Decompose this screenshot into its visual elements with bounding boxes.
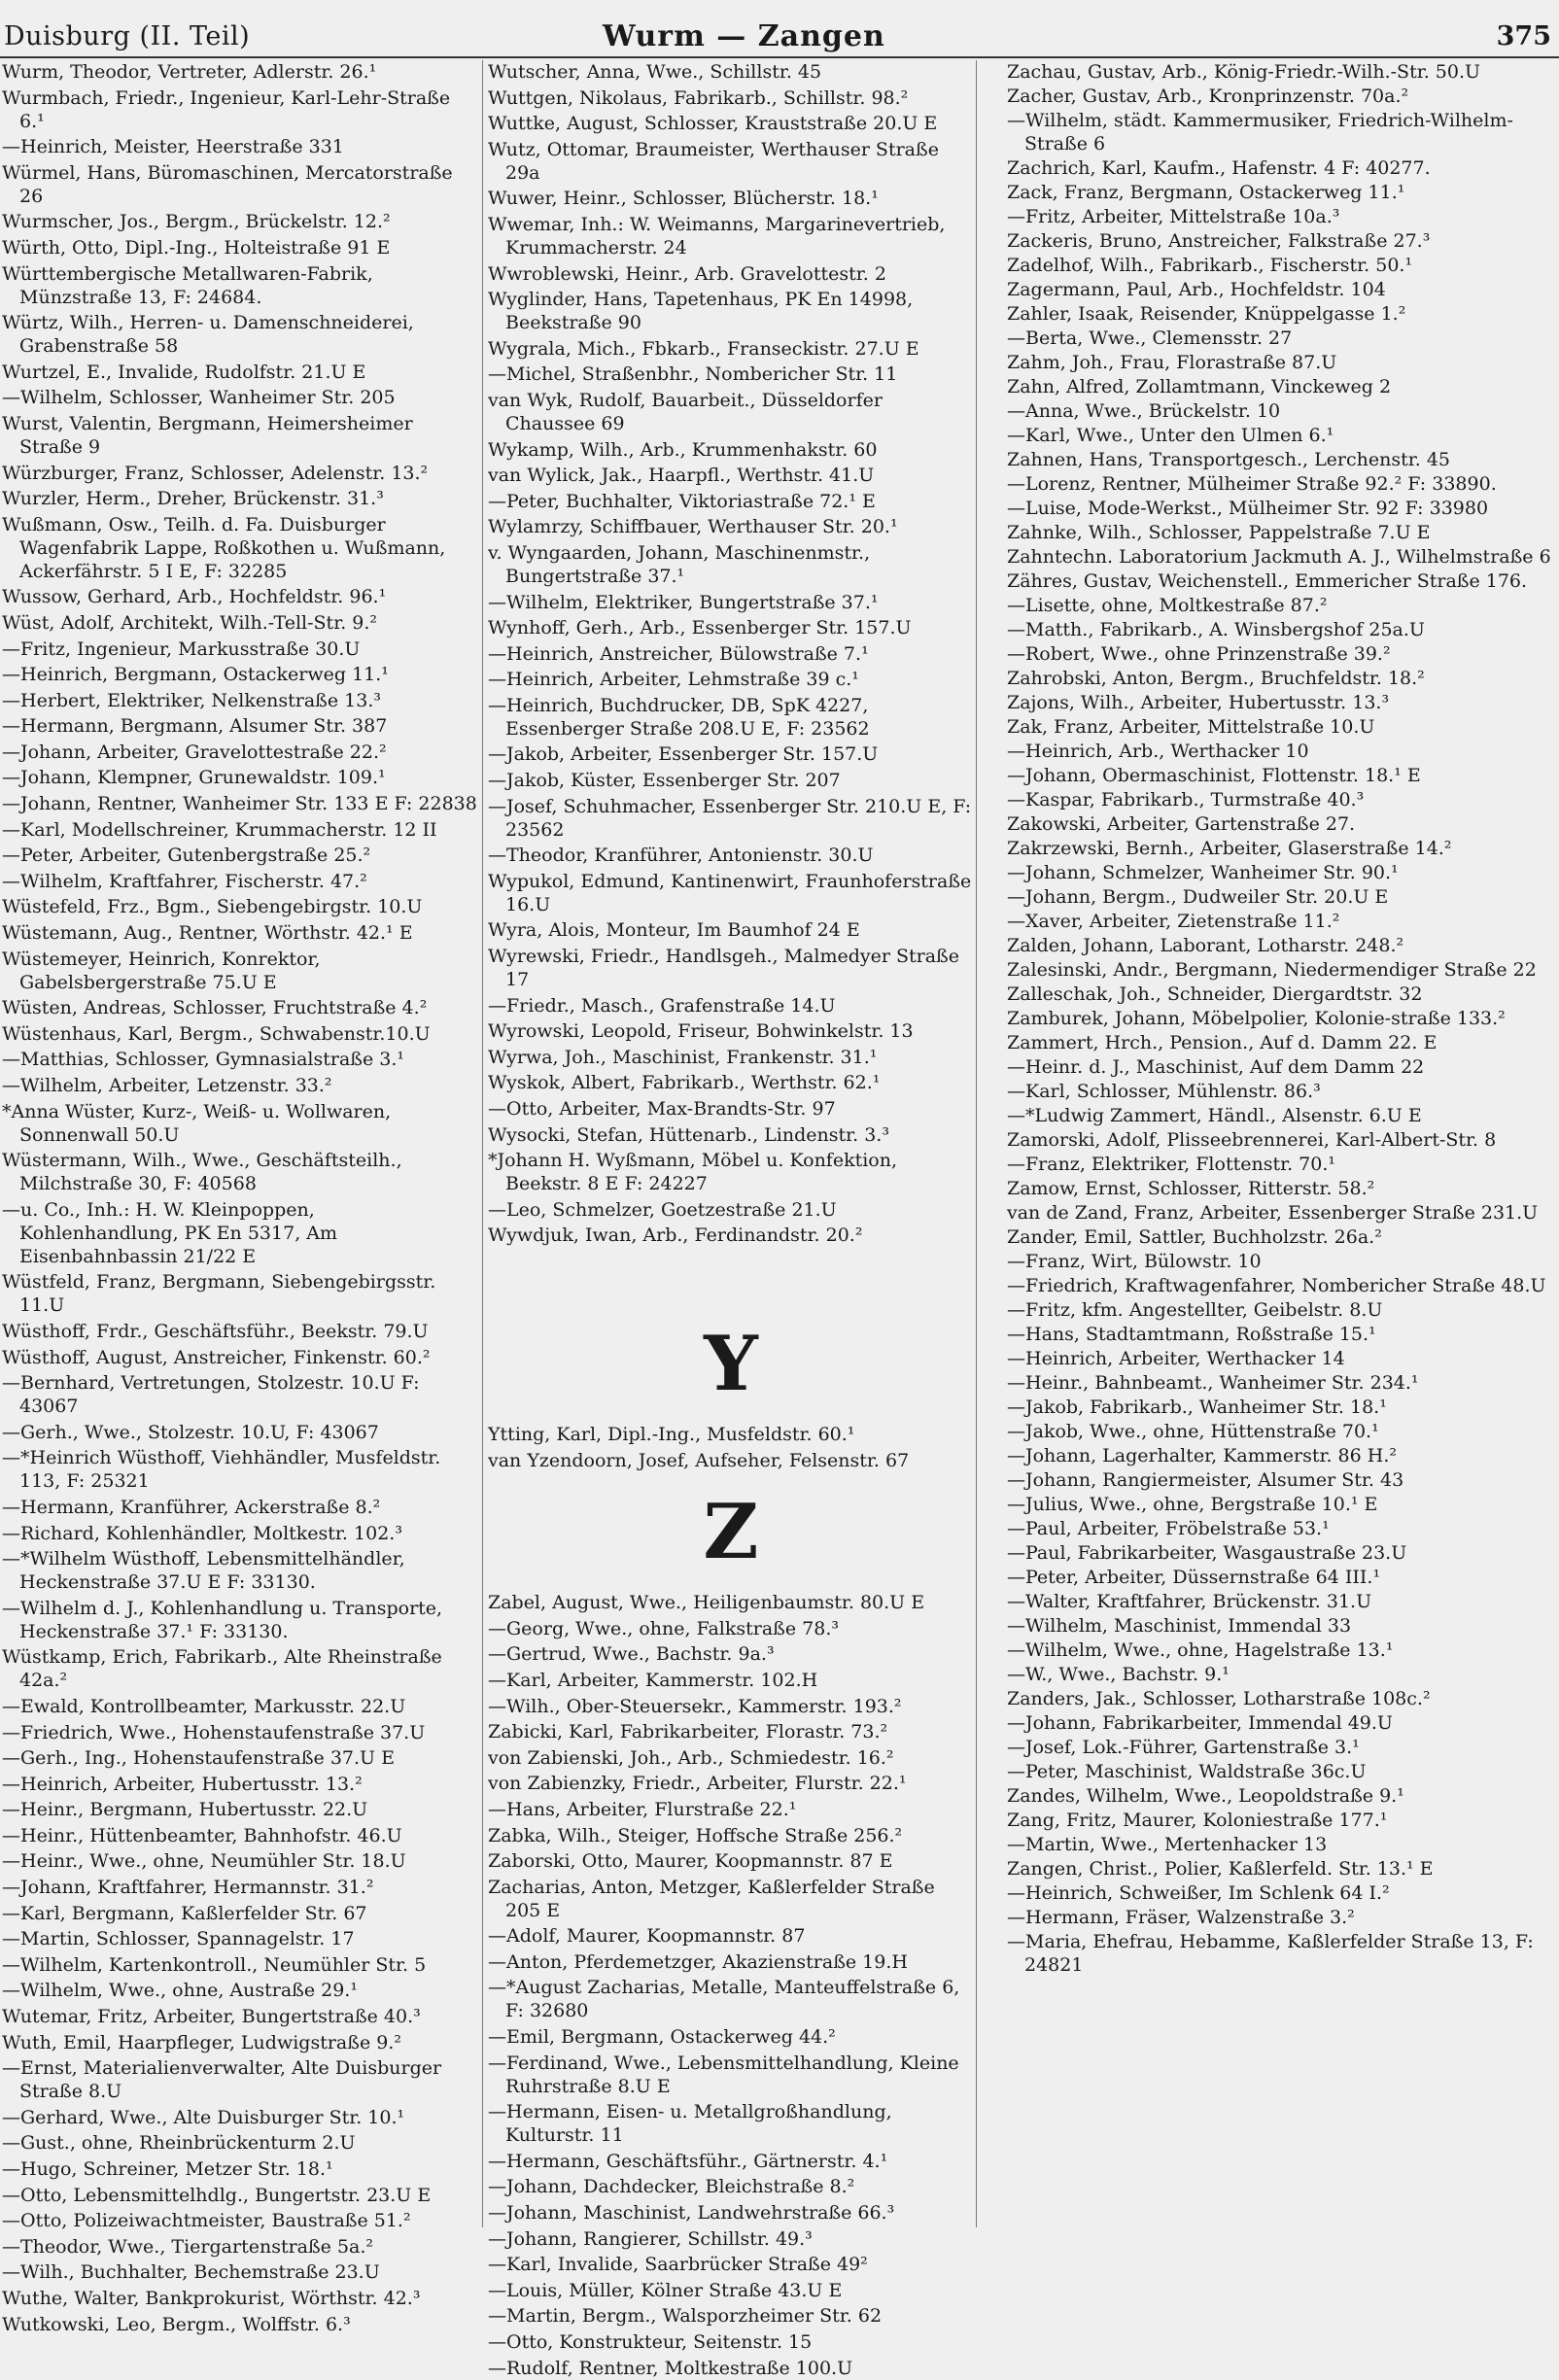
directory-entry: —Karl, Wwe., Unter den Ulmen 6.¹ [1007, 425, 1334, 446]
directory-entry: —Heinrich, Arbeiter, Hubertusstr. 13.² [2, 1773, 363, 1795]
directory-entry: —Otto, Konstrukteur, Seitenstr. 15 [488, 2331, 813, 2353]
directory-entry: —Gertrud, Wwe., Bachstr. 9a.³ [488, 1643, 775, 1666]
directory-entry: —*Heinrich Wüsthoff, Viehhändler, Musfeldstr. 113, F: 25321 [2, 1447, 441, 1493]
section-letter-y: Y [704, 1319, 758, 1408]
directory-entry: —Jakob, Arbeiter, Essenberger Str. 157.U [488, 743, 879, 766]
directory-entry: Wyrwa, Joh., Maschinist, Frankenstr. 31.¹ [488, 1046, 878, 1068]
directory-entry: —Martin, Schlosser, Spannagelstr. 17 [2, 1928, 355, 1950]
directory-entry: —Johann, Fabrikarbeiter, Immendal 49.U [1007, 1712, 1393, 1734]
directory-entry: Zahm, Joh., Frau, Florastraße 87.U [1007, 352, 1337, 373]
directory-entry: —Lisette, ohne, Moltkestraße 87.² [1007, 595, 1328, 616]
directory-entry: —Hermann, Fräser, Walzenstraße 3.² [1007, 1907, 1355, 1928]
directory-entry: —Friedr., Masch., Grafenstraße 14.U [488, 994, 836, 1017]
directory-entry: —Heinr., Hüttenbeamter, Bahnhofstr. 46.U [2, 1824, 402, 1846]
directory-entry: —Jakob, Küster, Essenberger Str. 207 [488, 770, 841, 792]
directory-entry: —Wilh., Ober-Steuersekr., Kammerstr. 193.² [488, 1695, 902, 1717]
directory-entry: —Heinr. d. J., Maschinist, Auf dem Damm 22 [1007, 1056, 1425, 1078]
directory-entry: Zadelhof, Wilh., Fabrikarb., Fischerstr. 50.¹ [1007, 255, 1413, 276]
directory-entry: Wussow, Gerhard, Arb., Hochfeldstr. 96.¹ [2, 586, 387, 608]
directory-entry: Wüstefeld, Frz., Bgm., Siebengebirgstr. 10.U [2, 896, 423, 918]
directory-entry: —Hermann, Eisen- u. Metallgroßhandlung, Kulturstr. 11 [488, 2101, 892, 2147]
directory-entry: Wüstfeld, Franz, Bergmann, Siebengebirgsstr. 11.U [2, 1271, 436, 1317]
directory-entry: —Johann, Kraftfahrer, Hermannstr. 31.² [2, 1877, 374, 1899]
directory-entry: —Fritz, Ingenieur, Markusstraße 30.U [2, 638, 361, 660]
page-header [0, 17, 1559, 58]
directory-entry: Zahnen, Hans, Transportgesch., Lerchenstr. 45 [1007, 449, 1451, 470]
directory-entry: —Heinrich, Schweißer, Im Schlenk 64 I.² [1007, 1882, 1390, 1904]
directory-entry: Wyra, Alois, Monteur, Im Baumhof 24 E [488, 919, 860, 942]
directory-entry: —Johann, Arbeiter, Gravelottestraße 22.² [2, 741, 387, 763]
directory-entry: —Johann, Rentner, Wanheimer Str. 133 E F: 22838 [2, 793, 477, 815]
directory-entry: Zahntechn. Laboratorium Jackmuth A. J., Wilhelmstraße 6 [1007, 546, 1551, 568]
directory-entry: —Otto, Lebensmittelhdlg., Bungertstr. 23.U E [2, 2184, 432, 2206]
directory-entry: —*Wilhelm Wüsthoff, Lebensmittelhändler, Heckenstraße 37.U E F: 33130. [2, 1548, 405, 1594]
directory-entry: —Karl, Schlosser, Mühlenstr. 86.³ [1007, 1081, 1321, 1102]
header-range: Wurm — Zangen [603, 19, 885, 53]
directory-entry: van de Zand, Franz, Arbeiter, Essenberger Straße 231.U [1007, 1202, 1539, 1224]
directory-entry: —Wilhelm, Kraftfahrer, Fischerstr. 47.² [2, 870, 367, 892]
directory-entry: Wurm, Theodor, Vertreter, Adlerstr. 26.¹ [2, 61, 377, 83]
directory-entry: Zalden, Johann, Laborant, Lotharstr. 248.² [1007, 935, 1404, 956]
directory-entry: Zabel, August, Wwe., Heiligenbaumstr. 80.U E [488, 1592, 925, 1614]
directory-entry: Zandes, Wilhelm, Wwe., Leopoldstraße 9.¹ [1007, 1785, 1404, 1807]
directory-entry: Wüsthoff, August, Anstreicher, Finkenstr. 60.² [2, 1346, 431, 1368]
directory-entry: —Wilhelm d. J., Kohlenhandlung u. Transporte, Heckenstraße 37.¹ F: 33130. [2, 1597, 443, 1642]
directory-entry: Wurtzel, E., Invalide, Rudolfstr. 21.U E [2, 361, 366, 383]
directory-entry: —Gerh., Wwe., Stolzestr. 10.U, F: 43067 [2, 1421, 379, 1443]
directory-entry: —Paul, Fabrikarbeiter, Wasgaustraße 23.U [1007, 1542, 1407, 1564]
directory-entry: —Karl, Arbeiter, Kammerstr. 102.H [488, 1669, 818, 1691]
directory-entry: —Julius, Wwe., ohne, Bergstraße 10.¹ E [1007, 1494, 1378, 1515]
directory-entry: —Georg, Wwe., ohne, Falkstraße 78.³ [488, 1617, 839, 1639]
directory-entry: Zacharias, Anton, Metzger, Kaßlerfelder Straße 205 E [488, 1876, 935, 1921]
directory-entry: Zachrich, Karl, Kaufm., Hafenstr. 4 F: 40277. [1007, 157, 1431, 179]
directory-entry: —Gerh., Ing., Hohenstaufenstraße 37.U E [2, 1747, 395, 1770]
directory-entry: Wußmann, Osw., Teilh. d. Fa. Duisburger Wagenfabrik Lappe, Roßkothen u. Wußmann, Ackerfährstr. 5 I E, F: 32285 [2, 513, 446, 582]
directory-entry: —Hermann, Geschäftsführ., Gärtnerstr. 4.¹ [488, 2150, 888, 2172]
column-right [1007, 60, 1557, 2227]
directory-entry: *Johann H. Wyßmann, Möbel u. Konfektion, Beekstr. 8 E F: 24227 [488, 1150, 898, 1195]
directory-entry: Wwroblewski, Heinr., Arb. Gravelottestr. 2 [488, 262, 886, 285]
directory-entry: Wysocki, Stefan, Hüttenarb., Lindenstr. 3.³ [488, 1123, 889, 1146]
directory-entry: Wynhoff, Gerh., Arb., Essenberger Str. 157.U [488, 617, 912, 639]
directory-entry: —Otto, Arbeiter, Max-Brandts-Str. 97 [488, 1098, 836, 1120]
directory-entry: —Wilhelm, Maschinist, Immendal 33 [1007, 1615, 1352, 1637]
directory-entry: —Ewald, Kontrollbeamter, Markusstr. 22.U [2, 1695, 406, 1717]
directory-entry: —Fritz, kfm. Angestellter, Geibelstr. 8.U [1007, 1299, 1383, 1321]
directory-entry: —Fritz, Arbeiter, Mittelstraße 10a.³ [1007, 206, 1340, 227]
directory-entry: —Johann, Rangiermeister, Alsumer Str. 43 [1007, 1469, 1404, 1491]
directory-entry: —Walter, Kraftfahrer, Brückenstr. 31.U [1007, 1591, 1372, 1612]
directory-entry: —Michel, Straßenbhr., Nombericher Str. 11 [488, 363, 898, 386]
directory-entry: —Karl, Bergmann, Kaßlerfelder Str. 67 [2, 1902, 367, 1924]
directory-entry: *Anna Wüster, Kurz-, Weiß- u. Wollwaren, Sonnenwall 50.U [2, 1100, 392, 1146]
directory-entry: Wuttgen, Nikolaus, Fabrikarb., Schillstr. 98.² [488, 86, 909, 109]
directory-entry: Wyskok, Albert, Fabrikarb., Werthstr. 62.¹ [488, 1072, 881, 1094]
y-entries [488, 1423, 974, 1472]
directory-entry: —Heinrich, Bergmann, Ostackerweg 11.¹ [2, 664, 389, 686]
directory-entry: —Gust., ohne, Rheinbrückenturm 2.U [2, 2132, 356, 2155]
directory-entry: von Zabienzky, Friedr., Arbeiter, Flurstr. 22.¹ [488, 1773, 907, 1795]
directory-entry: —Matthias, Schlosser, Gymnasialstraße 3.¹ [2, 1049, 404, 1071]
directory-entry: Zack, Franz, Bergmann, Ostackerweg 11.¹ [1007, 182, 1405, 203]
directory-entry: —Kaspar, Fabrikarb., Turmstraße 40.³ [1007, 789, 1365, 811]
directory-entry: van Wyk, Rudolf, Bauarbeit., Düsseldorfer Chaussee 69 [488, 389, 883, 434]
directory-entry: Württembergische Metallwaren-Fabrik, Münzstraße 13, F: 24684. [2, 262, 373, 308]
directory-entry: Wüstemann, Aug., Rentner, Wörthstr. 42.¹ E [2, 922, 413, 945]
directory-entry: Zamow, Ernst, Schlosser, Ritterstr. 58.² [1007, 1178, 1375, 1199]
directory-entry: Zander, Emil, Sattler, Buchholzstr. 26a.² [1007, 1226, 1382, 1248]
directory-entry: —Anton, Pferdemetzger, Akazienstraße 19.H [488, 1950, 908, 1973]
directory-entry: Zackeris, Bruno, Anstreicher, Falkstraße 27.³ [1007, 230, 1431, 252]
directory-entry: Zakrzewski, Bernh., Arbeiter, Glaserstraße 14.² [1007, 838, 1452, 859]
directory-entry: —Xaver, Arbeiter, Zietenstraße 11.² [1007, 911, 1340, 932]
directory-entry: v. Wyngaarden, Johann, Maschinenmstr., Bungertstraße 37.¹ [488, 541, 871, 587]
directory-entry: Würtz, Wilh., Herren- u. Damenschneiderei, Grabenstraße 58 [2, 312, 414, 358]
directory-entry: Wutemar, Fritz, Arbeiter, Bungertstraße 40.³ [2, 2006, 421, 2028]
directory-entry: —Heinr., Wwe., ohne, Neumühler Str. 18.U [2, 1850, 406, 1873]
directory-entry: —Rudolf, Rentner, Moltkestraße 100.U [488, 2357, 853, 2379]
directory-entry: —Josef, Schuhmacher, Essenberger Str. 210.U E, F: 23562 [488, 795, 972, 841]
column-left [2, 60, 478, 2335]
directory-entry: Wurzler, Herm., Dreher, Brückenstr. 31.³ [2, 488, 384, 510]
directory-entry: Wüstemeyer, Heinrich, Konrektor, Gabelsbergerstraße 75.U E [2, 948, 321, 993]
directory-entry: Wuttke, August, Schlosser, Krauststraße 20.U E [488, 113, 938, 135]
directory-entry: —Heinrich, Meister, Heerstraße 331 [2, 136, 344, 158]
directory-entry: —Johann, Maschinist, Landwehrstraße 66.³ [488, 2202, 895, 2225]
directory-entry: —Hermann, Bergmann, Alsumer Str. 387 [2, 715, 388, 738]
directory-entry: —Lorenz, Rentner, Mülheimer Straße 92.² F: 33890. [1007, 473, 1497, 495]
directory-entry: —Wilhelm, Elektriker, Bungertstraße 37.¹ [488, 591, 879, 613]
directory-entry: Zabka, Wilh., Steiger, Hoffsche Straße 256.² [488, 1824, 903, 1846]
directory-entry: Wuth, Emil, Haarpfleger, Ludwigstraße 9.² [2, 2031, 401, 2053]
directory-entry: —Jakob, Fabrikarb., Wanheimer Str. 18.¹ [1007, 1397, 1387, 1418]
directory-entry: —Wilhelm, Arbeiter, Letzenstr. 33.² [2, 1075, 332, 1096]
directory-entry: —Hans, Arbeiter, Flurstraße 22.¹ [488, 1798, 797, 1820]
directory-entry: Zahler, Isaak, Reisender, Knüppelgasse 1.² [1007, 303, 1406, 325]
column-divider-1 [482, 60, 483, 2227]
directory-entry: —Wilhelm, Schlosser, Wanheimer Str. 205 [2, 387, 396, 409]
directory-entry: —Otto, Polizeiwachtmeister, Baustraße 51.² [2, 2210, 411, 2232]
directory-entry: Wyrowski, Leopold, Friseur, Bohwinkelstr. 13 [488, 1020, 914, 1043]
directory-entry: —Heinrich, Arbeiter, Lehmstraße 39 c.¹ [488, 669, 859, 691]
directory-entry: —Leo, Schmelzer, Goetzestraße 21.U [488, 1198, 837, 1221]
directory-entry: Zammert, Hrch., Pension., Auf d. Damm 22. E [1007, 1032, 1438, 1053]
directory-entry: —Herbert, Elektriker, Nelkenstraße 13.³ [2, 689, 381, 711]
directory-entry: Wypukol, Edmund, Kantinenwirt, Fraunhoferstraße 16.U [488, 870, 972, 915]
directory-entry: Wywdjuk, Iwan, Arb., Ferdinandstr. 20.² [488, 1224, 863, 1247]
directory-entry: Wuwer, Heinr., Schlosser, Blücherstr. 18.¹ [488, 188, 879, 210]
page-number: 375 [1496, 21, 1551, 52]
directory-entry: —Adolf, Maurer, Koopmannstr. 87 [488, 1925, 806, 1948]
directory-entry: Zalesinski, Andr., Bergmann, Niedermendiger Straße 22 [1007, 959, 1537, 981]
directory-entry: Zagermann, Paul, Arb., Hochfeldstr. 104 [1007, 279, 1386, 300]
directory-entry: —Heinrich, Arbeiter, Werthacker 14 [1007, 1348, 1345, 1369]
directory-entry: —Heinrich, Arb., Werthacker 10 [1007, 741, 1309, 762]
directory-entry: Zähres, Gustav, Weichenstell., Emmericher Straße 176. [1007, 570, 1528, 592]
directory-entry: —Ernst, Materialienverwalter, Alte Duisburger Straße 8.U [2, 2057, 442, 2103]
column-divider-2 [976, 60, 977, 2227]
directory-entry: —Robert, Wwe., ohne Prinzenstraße 39.² [1007, 643, 1391, 665]
directory-entry: Würth, Otto, Dipl.-Ing., Holteistraße 91 E [2, 236, 391, 259]
directory-entry: Wyrewski, Friedr., Handlsgeh., Malmedyer Straße 17 [488, 946, 959, 991]
directory-entry: —Wilhelm, Wwe., ohne, Austraße 29.¹ [2, 1980, 358, 2002]
directory-entry: —W., Wwe., Bachstr. 9.¹ [1007, 1664, 1230, 1685]
directory-entry: —Franz, Wirt, Bülowstr. 10 [1007, 1251, 1262, 1272]
directory-entry: —Johann, Klempner, Grunewaldstr. 109.¹ [2, 767, 386, 789]
directory-entry: —Wilhelm, städt. Kammermusiker, Friedrich-Wilhelm-Straße 6 [1007, 110, 1513, 155]
w-entries [488, 60, 974, 1247]
directory-entry: —Theodor, Kranführer, Antonienstr. 30.U [488, 845, 874, 867]
directory-entry: —Gerhard, Wwe., Alte Duisburger Str. 10.¹ [2, 2106, 405, 2128]
directory-entry: —Heinr., Bergmann, Hubertusstr. 22.U [2, 1799, 368, 1821]
directory-entry: Wüstkamp, Erich, Fabrikarb., Alte Rheinstraße 42a.² [2, 1646, 442, 1692]
directory-entry: —Peter, Arbeiter, Gutenbergstraße 25.² [2, 845, 371, 867]
z-entries [488, 1591, 974, 2379]
directory-entry: —Luise, Mode-Werkst., Mülheimer Str. 92 F: 33980 [1007, 498, 1489, 519]
directory-entry: —Friedrich, Kraftwagenfahrer, Nombericher Straße 48.U [1007, 1275, 1546, 1296]
directory-entry: —Peter, Buchhalter, Viktoriastraße 72.¹ E [488, 490, 876, 512]
directory-entry: —Emil, Bergmann, Ostackerweg 44.² [488, 2026, 836, 2049]
directory-entry: —*August Zacharias, Metalle, Manteuffelstraße 6, F: 32680 [488, 1977, 960, 2022]
directory-entry: —Friedrich, Wwe., Hohenstaufenstraße 37.U [2, 1721, 426, 1743]
directory-entry: Zamorski, Adolf, Plisseebrennerei, Karl-Albert-Str. 8 [1007, 1129, 1497, 1151]
directory-entry: van Yzendoorn, Josef, Aufseher, Felsenstr. 67 [488, 1449, 910, 1471]
header-section-title: Duisburg (II. Teil) [4, 21, 251, 52]
section-letter-z: Z [703, 1488, 759, 1577]
directory-entry: Zahnke, Wilh., Schlosser, Pappelstraße 7.U E [1007, 522, 1431, 543]
directory-entry: —Theodor, Wwe., Tiergartenstraße 5a.² [2, 2235, 374, 2258]
directory-entry: Würzburger, Franz, Schlosser, Adelenstr. 13.² [2, 462, 429, 484]
directory-entry: —Wilhelm, Wwe., ohne, Hagelstraße 13.¹ [1007, 1639, 1394, 1661]
directory-entry: —*Ludwig Zammert, Händl., Alsenstr. 6.U E [1007, 1105, 1422, 1126]
directory-entry: —Paul, Arbeiter, Fröbelstraße 53.¹ [1007, 1518, 1330, 1539]
directory-entry: Wutscher, Anna, Wwe., Schillstr. 45 [488, 61, 822, 83]
directory-entry: Zachau, Gustav, Arb., König-Friedr.-Wilh.-Str. 50.U [1007, 61, 1481, 83]
directory-entry: —Ferdinand, Wwe., Lebensmittelhandlung, Kleine Ruhrstraße 8.U E [488, 2052, 959, 2097]
directory-entry: —Johann, Obermaschinist, Flottenstr. 18.¹ E [1007, 765, 1421, 786]
directory-entry: Wüstenhaus, Karl, Bergm., Schwabenstr.10.U [2, 1022, 431, 1045]
directory-entry: —Johann, Lagerhalter, Kammerstr. 86 H.² [1007, 1445, 1397, 1466]
directory-entry: Wurmscher, Jos., Bergm., Brückelstr. 12.² [2, 211, 391, 233]
directory-entry: Zahrobski, Anton, Bergm., Bruchfeldstr. 18.² [1007, 668, 1425, 689]
directory-entry: —Johann, Bergm., Dudweiler Str. 20.U E [1007, 886, 1389, 908]
directory-entry: Wurst, Valentin, Bergmann, Heimersheimer Straße 9 [2, 412, 413, 458]
directory-entry: —Matth., Fabrikarb., A. Winsbergshof 25a.U [1007, 619, 1425, 640]
directory-entry: Zajons, Wilh., Arbeiter, Hubertusstr. 13.³ [1007, 692, 1390, 713]
directory-entry: —Heinrich, Buchdrucker, DB, SpK 4227, Essenberger Straße 208.U E, F: 23562 [488, 694, 870, 740]
directory-entry: Zalleschak, Joh., Schneider, Diergardtstr. 32 [1007, 983, 1423, 1005]
directory-entry: Zaborski, Otto, Maurer, Koopmannstr. 87 E [488, 1850, 893, 1873]
directory-entry: Würmel, Hans, Büromaschinen, Mercatorstraße 26 [2, 161, 453, 207]
directory-entry: —Berta, Wwe., Clemensstr. 27 [1007, 328, 1293, 349]
directory-entry: —Josef, Lok.-Führer, Gartenstraße 3.¹ [1007, 1737, 1360, 1758]
directory-entry: —Heinrich, Anstreicher, Bülowstraße 7.¹ [488, 642, 869, 665]
directory-entry: —Anna, Wwe., Brückelstr. 10 [1007, 400, 1281, 422]
directory-entry: Wygrala, Mich., Fbkarb., Franseckistr. 27.U E [488, 337, 919, 360]
directory-entry: Wüsthoff, Frdr., Geschäftsführ., Beekstr. 79.U [2, 1320, 429, 1342]
directory-entry: —Johann, Schmelzer, Wanheimer Str. 90.¹ [1007, 862, 1399, 883]
directory-entry: Zak, Franz, Arbeiter, Mittelstraße 10.U [1007, 716, 1375, 738]
directory-entry: Wwemar, Inh.: W. Weimanns, Margarinevertrieb, Krummacherstr. 24 [488, 213, 946, 259]
directory-entry: —Karl, Modellschreiner, Krummacherstr. 12 II [2, 818, 437, 841]
directory-entry: Wutkowski, Leo, Bergm., Wolffstr. 6.³ [2, 2313, 351, 2335]
directory-entry: —Hermann, Kranführer, Ackerstraße 8.² [2, 1496, 381, 1518]
directory-entry: —Richard, Kohlenhändler, Moltkestr. 102.³ [2, 1522, 402, 1544]
directory-entry: —Hans, Stadtamtmann, Roßstraße 15.¹ [1007, 1324, 1376, 1345]
directory-entry: —Maria, Ehefrau, Hebamme, Kaßlerfelder Straße 13, F: 24821 [1007, 1931, 1534, 1976]
directory-entry: Zanders, Jak., Schlosser, Lotharstraße 108c.² [1007, 1688, 1431, 1709]
directory-entry: Wüstermann, Wilh., Wwe., Geschäftsteilh., Milchstraße 30, F: 40568 [2, 1150, 402, 1195]
directory-entry: Wylamrzy, Schiffbauer, Werthauser Str. 20.¹ [488, 516, 898, 538]
directory-entry: —Louis, Müller, Kölner Straße 43.U E [488, 2279, 843, 2301]
directory-entry: Wuthe, Walter, Bankprokurist, Wörthstr. 42.³ [2, 2287, 421, 2309]
directory-entry: Zakowski, Arbeiter, Gartenstraße 27. [1007, 813, 1356, 835]
directory-entry: Wurmbach, Friedr., Ingenieur, Karl-Lehr-Straße 6.¹ [2, 86, 451, 132]
directory-entry: Wyglinder, Hans, Tapetenhaus, PK En 14998, Beekstraße 90 [488, 289, 914, 334]
column-middle [488, 60, 974, 2379]
directory-entry: —u. Co., Inh.: H. W. Kleinpoppen, Kohlenhandlung, PK En 5317, Am Eisenbahnbassin 21/22 E [2, 1198, 338, 1267]
directory-entry: van Wylick, Jak., Haarpfl., Werthstr. 41.U [488, 465, 875, 487]
directory-entry: —Bernhard, Vertretungen, Stolzestr. 10.U F: 43067 [2, 1372, 420, 1418]
directory-entry: Ytting, Karl, Dipl.-Ing., Musfeldstr. 60.¹ [488, 1423, 855, 1445]
directory-entry: Zacher, Gustav, Arb., Kronprinzenstr. 70a.² [1007, 86, 1409, 107]
directory-entry: —Johann, Rangierer, Schillstr. 49.³ [488, 2227, 813, 2250]
directory-entry: —Hugo, Schreiner, Metzer Str. 18.¹ [2, 2158, 333, 2180]
directory-entry: —Wilhelm, Kartenkontroll., Neumühler Str. 5 [2, 1953, 427, 1976]
directory-entry: Wutz, Ottomar, Braumeister, Werthauser Straße 29a [488, 138, 939, 184]
directory-entry: von Zabienski, Joh., Arb., Schmiedestr. 16.² [488, 1746, 894, 1769]
directory-entry: —Heinr., Bahnbeamt., Wanheimer Str. 234.¹ [1007, 1372, 1419, 1394]
directory-entry: Zangen, Christ., Polier, Kaßlerfeld. Str. 13.¹ E [1007, 1858, 1434, 1880]
directory-entry: Wüsten, Andreas, Schlosser, Fruchtstraße 4.² [2, 997, 428, 1019]
directory-entry: —Peter, Arbeiter, Düssernstraße 64 III.¹ [1007, 1567, 1381, 1588]
directory-entry: Wüst, Adolf, Architekt, Wilh.-Tell-Str. 9.² [2, 611, 378, 634]
directory-entry: —Franz, Elektriker, Flottenstr. 70.¹ [1007, 1154, 1335, 1175]
directory-entry: —Martin, Wwe., Mertenhacker 13 [1007, 1834, 1328, 1855]
directory-entry: —Peter, Maschinist, Waldstraße 36c.U [1007, 1761, 1367, 1782]
spacer [488, 1250, 974, 1306]
directory-entry: Zang, Fritz, Maurer, Koloniestraße 177.¹ [1007, 1810, 1388, 1831]
directory-entry: —Karl, Invalide, Saarbrücker Straße 49² [488, 2254, 868, 2276]
directory-entry: Wykamp, Wilh., Arb., Krummenhakstr. 60 [488, 438, 878, 461]
directory-entry: Zabicki, Karl, Fabrikarbeiter, Florastr. 73.² [488, 1721, 888, 1743]
directory-entry: Zahn, Alfred, Zollamtmann, Vinckeweg 2 [1007, 376, 1392, 397]
directory-entry: —Martin, Bergm., Walsporzheimer Str. 62 [488, 2305, 883, 2328]
directory-entry: —Johann, Dachdecker, Bleichstraße 8.² [488, 2176, 855, 2198]
directory-entry: —Jakob, Wwe., ohne, Hüttenstraße 70.¹ [1007, 1421, 1379, 1442]
directory-entry: —Wilh., Buchhalter, Bechemstraße 23.U [2, 2261, 380, 2284]
directory-entry: Zamburek, Johann, Möbelpolier, Kolonie-straße 133.² [1007, 1008, 1506, 1029]
